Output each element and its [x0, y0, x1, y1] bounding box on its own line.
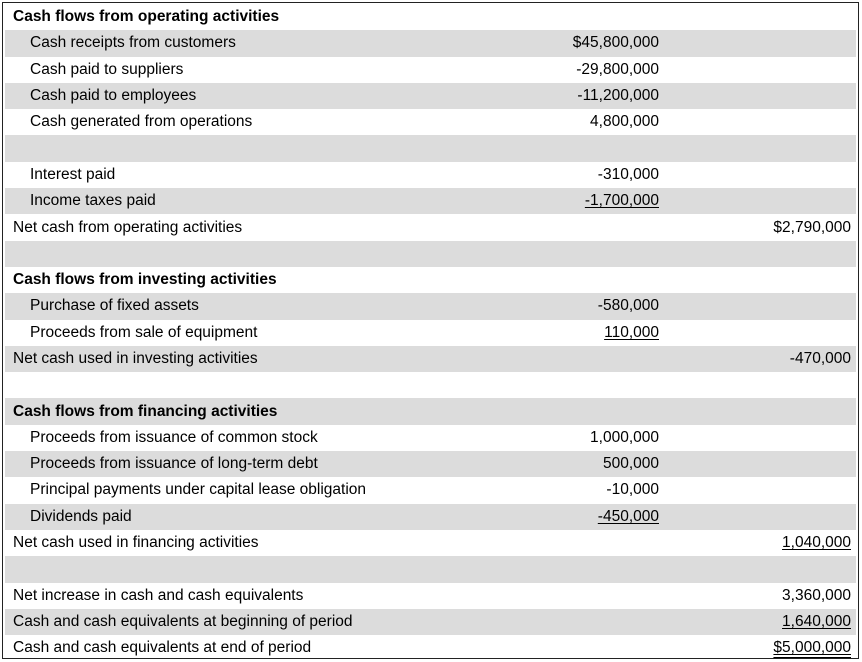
row-label: Income taxes paid	[30, 192, 156, 210]
amount-column-2: $5,000,000	[773, 639, 851, 657]
amount-column-2: $2,790,000	[773, 218, 851, 236]
row-label: Principal payments under capital lease obligation	[30, 481, 367, 499]
amount-column-1: -1,700,000	[584, 192, 659, 210]
amount-column-2: 1,040,000	[782, 534, 851, 552]
row-label: Cash paid to suppliers	[30, 60, 184, 78]
row-label: Dividends paid	[30, 507, 132, 525]
statement-rows	[3, 4, 858, 661]
row-label: Net cash from operating activities	[13, 218, 243, 236]
row-label: Cash flows from investing activities	[13, 271, 277, 289]
line-item-row	[5, 477, 856, 503]
amount-column-1: -11,200,000	[577, 87, 659, 105]
spacer-row	[5, 241, 856, 267]
row-label: Net cash used in investing activities	[13, 350, 258, 367]
line-item-row	[5, 188, 856, 214]
amount-column-1: -310,000	[597, 165, 659, 183]
total-row	[5, 214, 856, 240]
row-label: Cash paid to employees	[30, 87, 197, 105]
line-item-row	[5, 293, 856, 319]
line-item-row	[5, 83, 856, 109]
row-label: Cash flows from operating activities	[13, 8, 280, 26]
amount-column-1: 4,800,000	[590, 113, 659, 131]
row-label: Cash and cash equivalents at beginning of period	[13, 612, 353, 630]
row-label: Net cash used in financing activities	[13, 534, 259, 552]
line-item-row	[5, 320, 856, 346]
row-label: Proceeds from issuance of common stock	[30, 428, 318, 446]
spacer-row	[5, 556, 856, 582]
amount-column-1: 1,000,000	[590, 428, 659, 446]
row-label: Cash receipts from customers	[30, 34, 236, 52]
amount-column-1: $45,800,000	[572, 34, 659, 52]
row-label: Proceeds from issuance of long-term debt	[30, 455, 318, 473]
line-item-row	[5, 162, 856, 188]
row-label: Net increase in cash and cash equivalents	[13, 586, 304, 604]
row-label: Cash flows from financing activities	[13, 402, 278, 420]
line-item-row	[5, 57, 856, 83]
section-header-row	[5, 4, 856, 30]
row-label: Cash and cash equivalents at end of period	[13, 639, 312, 657]
amount-column-2: 1,640,000	[782, 612, 851, 630]
line-item-row	[5, 425, 856, 451]
line-item-row	[5, 30, 856, 56]
row-label: Cash generated from operations	[30, 113, 253, 131]
total-row	[5, 583, 856, 609]
cash-flow-statement-table	[2, 2, 859, 659]
line-item-row	[5, 109, 856, 135]
amount-column-1: -10,000	[606, 481, 659, 499]
spacer-row	[5, 135, 856, 161]
total-row	[5, 530, 856, 556]
line-item-row	[5, 504, 856, 530]
total-row	[5, 346, 856, 372]
row-label: Purchase of fixed assets	[30, 297, 199, 315]
amount-column-1: -29,800,000	[576, 60, 659, 78]
section-header-row	[5, 267, 856, 293]
amount-column-1: -450,000	[597, 507, 659, 525]
total-row	[5, 609, 856, 635]
amount-column-1: -580,000	[597, 297, 659, 315]
line-item-row	[5, 451, 856, 477]
amount-column-1: 500,000	[602, 455, 659, 473]
amount-column-2: -470,000	[789, 350, 851, 367]
amount-column-1: 110,000	[604, 323, 659, 341]
row-label: Proceeds from sale of equipment	[30, 323, 258, 341]
amount-column-2: 3,360,000	[782, 586, 851, 604]
row-label: Interest paid	[30, 165, 116, 183]
spacer-row	[5, 372, 856, 398]
section-header-row	[5, 398, 856, 424]
total-row	[5, 635, 856, 661]
